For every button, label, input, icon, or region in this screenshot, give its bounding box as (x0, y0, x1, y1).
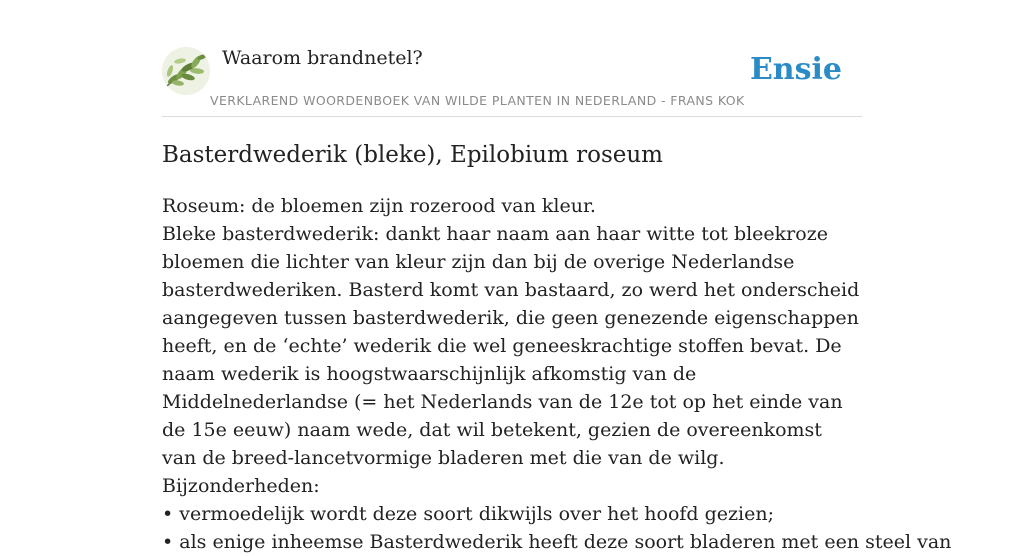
bullet-item: • vermoedelijk wordt deze soort dikwijls over het hoofd gezien; (162, 503, 774, 525)
entry-content (162, 192, 952, 556)
page (162, 0, 952, 553)
plant-leaves-icon[interactable] (162, 47, 210, 95)
source-subtitle[interactable]: VERKLAREND WOORDENBOEK VAN WILDE PLANTEN IN NEDERLAND - FRANS KOK (210, 93, 745, 108)
header (162, 0, 862, 117)
bullet-item: • als enige inheemse Basterdwederik heeft deze soort bladeren met een steel van (162, 531, 952, 553)
avatar-illustration (162, 47, 210, 95)
blog-title[interactable]: Waarom brandnetel? (222, 47, 423, 69)
paragraph-name-origin: Bleke basterdwederik: dankt haar naam aan haar witte tot bleekroze bloemen die lichter van kleur zijn dan bij de overige Nederlandse basterdwederiken. Basterd komt van bastaard, zo werd het onderscheid aangegeven tussen basterdwederik, die geen genezende eigenschappen heeft, en de ‘echte’ wederik die wel geneeskrachtige stoffen bevat. De naam wederik is hoogstwaarschijnlijk afkomstig van de Middelnederlandse (= het Nederlands van de 12e tot op het einde van de 15e eeuw) naam wede, dat wil betekent, gezien de overeenkomst van de breed-lancetvormige bladeren met die van de wilg. (162, 223, 860, 469)
paragraph-bijzonderheden: Bijzonderheden: (162, 475, 320, 497)
entry-title: Basterdwederik (bleke), Epilobium roseum (162, 142, 663, 168)
brand-logo[interactable]: Ensie (749, 52, 842, 87)
paragraph-roseum: Roseum: de bloemen zijn rozerood van kleur. (162, 195, 596, 217)
